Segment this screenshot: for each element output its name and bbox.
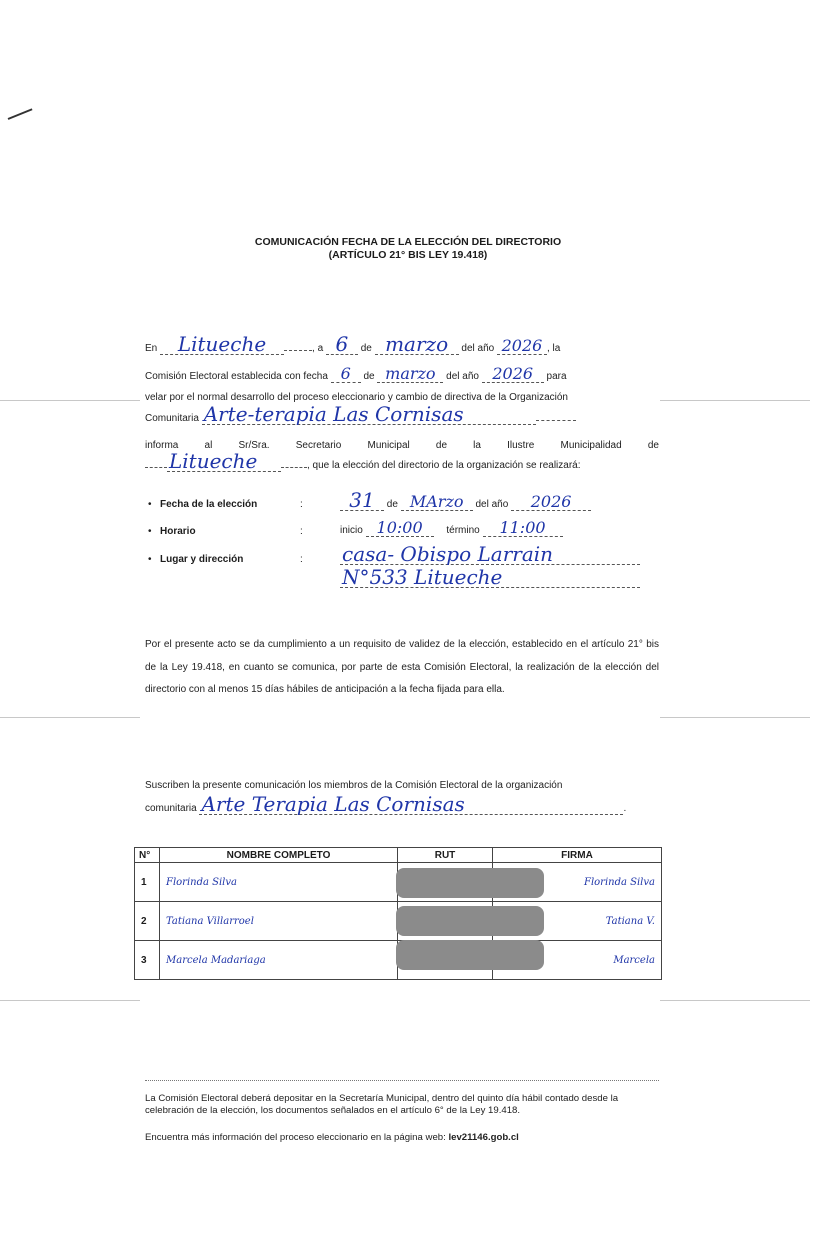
day-field: 6: [326, 334, 358, 355]
colon: :: [300, 499, 303, 510]
commission-year-field: 2026: [482, 365, 544, 383]
footer-more-info: [145, 1132, 661, 1144]
intro-line-2: [145, 365, 567, 383]
text-a: , a: [312, 343, 324, 354]
text-municipalidad: Municipalidad: [560, 440, 622, 451]
horario-label: • Horario: [160, 526, 196, 537]
signature: Tatiana V.: [493, 902, 662, 941]
row-number: 2: [135, 902, 160, 941]
header-rut: RUT: [398, 848, 493, 863]
scan-artifact-line: [660, 717, 810, 718]
title-line-2: (ARTÍCULO 21° BIS LEY 19.418): [328, 249, 488, 261]
text-en: En: [145, 343, 158, 354]
text-la: , la: [546, 343, 561, 354]
scan-artifact-line: [660, 400, 810, 401]
dashes: [145, 467, 167, 468]
text-de: de: [386, 499, 398, 510]
lugar-value-line-1: [340, 544, 640, 565]
subscribe-line-1: Suscriben la presente comunicación los miembros de la Comisión Electoral de la organización: [145, 780, 563, 791]
website-link[interactable]: lev21146.gob.cl: [448, 1132, 519, 1143]
text-para: para: [546, 371, 567, 382]
lugar-label: • Lugar y dirección: [160, 554, 243, 565]
member-name: Marcela Madariaga: [160, 941, 398, 980]
text-de: de: [360, 343, 372, 354]
lugar-value-line-2: [340, 567, 640, 588]
commission-day-field: 6: [331, 365, 361, 383]
text-secretario: Secretario: [295, 440, 342, 451]
commission-month-field: marzo: [377, 365, 443, 383]
redaction-box: [396, 906, 544, 936]
member-name: Florinda Silva: [160, 863, 398, 902]
document-title: [0, 236, 816, 262]
colon: :: [300, 554, 303, 565]
scan-artifact-line: [660, 1000, 810, 1001]
intro-line-6: [145, 451, 581, 472]
text-ilustre: Ilustre: [507, 440, 535, 451]
text-de: de: [363, 371, 375, 382]
intro-line-1: [145, 334, 560, 355]
text-comunitaria: Comunitaria: [145, 413, 199, 424]
text-period: .: [623, 803, 627, 814]
colon: :: [300, 526, 303, 537]
dashes: [536, 420, 576, 421]
header-name: NOMBRE COMPLETO: [160, 848, 398, 863]
text-comision: Comisión Electoral establecida con fecha: [145, 371, 328, 382]
scan-artifact-line: [0, 400, 140, 401]
start-time-field: 10:00: [366, 519, 434, 537]
footer-note: La Comisión Electoral deberá depositar en la Secretaría Municipal, dentro del quinto día hábil contado desde la celebración de la elección, los documentos señalados en el artículo 6° de la Ley 19.418.: [145, 1093, 619, 1116]
fecha-value: [340, 490, 591, 511]
fecha-label: • Fecha de la elección: [160, 499, 257, 510]
text-al: al: [204, 440, 213, 451]
signature: Florinda Silva: [493, 863, 662, 902]
text-sr: Sr/Sra.: [238, 440, 270, 451]
end-time-field: 11:00: [483, 519, 563, 537]
table-header-row: [135, 848, 662, 863]
place-field: Litueche: [160, 334, 284, 355]
member-name: Tatiana Villarroel: [160, 902, 398, 941]
scan-artifact-line: [0, 1000, 140, 1001]
header-signature: FIRMA: [493, 848, 662, 863]
text-velar: velar por el normal desarrollo del proceso eleccionario y cambio de directiva de la Organización: [145, 392, 568, 403]
header-num: N°: [135, 848, 160, 863]
horario-value: [340, 519, 563, 537]
text-del-ano: del año: [446, 371, 479, 382]
validity-paragraph: Por el presente acto se da cumplimiento a un requisito de validez de la elección, establecido en el artículo 21° bis de la Ley 19.418, en cuanto se comunica, por parte de esta Comisión Electoral, la realización de la elección del directorio con al menos 15 días hábiles de anticipación a la fecha fijada para ella.: [145, 639, 659, 696]
row-number: 1: [135, 863, 160, 902]
title-line-1: COMUNICACIÓN FECHA DE LA ELECCIÓN DEL DIRECTORIO: [254, 236, 562, 248]
row-number: 3: [135, 941, 160, 980]
election-year-field: 2026: [511, 493, 591, 511]
address-line-1-field: casa- Obispo Larrain: [340, 544, 640, 565]
subscribe-line-2: [145, 794, 626, 815]
scan-artifact-line: [0, 717, 140, 718]
text-termino: término: [446, 525, 480, 536]
intro-line-4: [145, 404, 576, 425]
text-la: la: [473, 440, 481, 451]
organization-field: Arte-terapia Las Cornisas: [202, 404, 536, 425]
text-del-ano: del año: [475, 499, 509, 510]
dashes: [281, 467, 307, 468]
more-info-text: Encuentra más información del proceso eleccionario en la página web:: [145, 1132, 446, 1143]
month-field: marzo: [375, 334, 459, 355]
election-day-field: 31: [340, 490, 384, 511]
text-informa: informa: [145, 440, 179, 451]
redaction-box: [396, 868, 544, 898]
text-del-ano: del año: [461, 343, 495, 354]
text-de: de: [647, 440, 659, 451]
subscribe-organization-field: Arte Terapia Las Cornisas: [199, 794, 623, 815]
signature: Marcela: [493, 941, 662, 980]
redaction-box: [396, 940, 544, 970]
text-municipal: Municipal: [367, 440, 410, 451]
text-inicio: inicio: [340, 525, 363, 536]
text-de: de: [435, 440, 448, 451]
election-month-field: MArzo: [401, 493, 473, 511]
year-field: 2026: [497, 337, 547, 355]
address-line-2-field: N°533 Litueche: [340, 567, 640, 588]
footer-divider: [145, 1080, 659, 1081]
stray-pen-mark: [8, 108, 33, 120]
text-que: , que la elección del directorio de la organización se realizará:: [307, 460, 581, 471]
text-comunitaria: comunitaria: [145, 803, 197, 814]
dashes: [284, 350, 312, 351]
municipality-field: Litueche: [167, 451, 281, 472]
